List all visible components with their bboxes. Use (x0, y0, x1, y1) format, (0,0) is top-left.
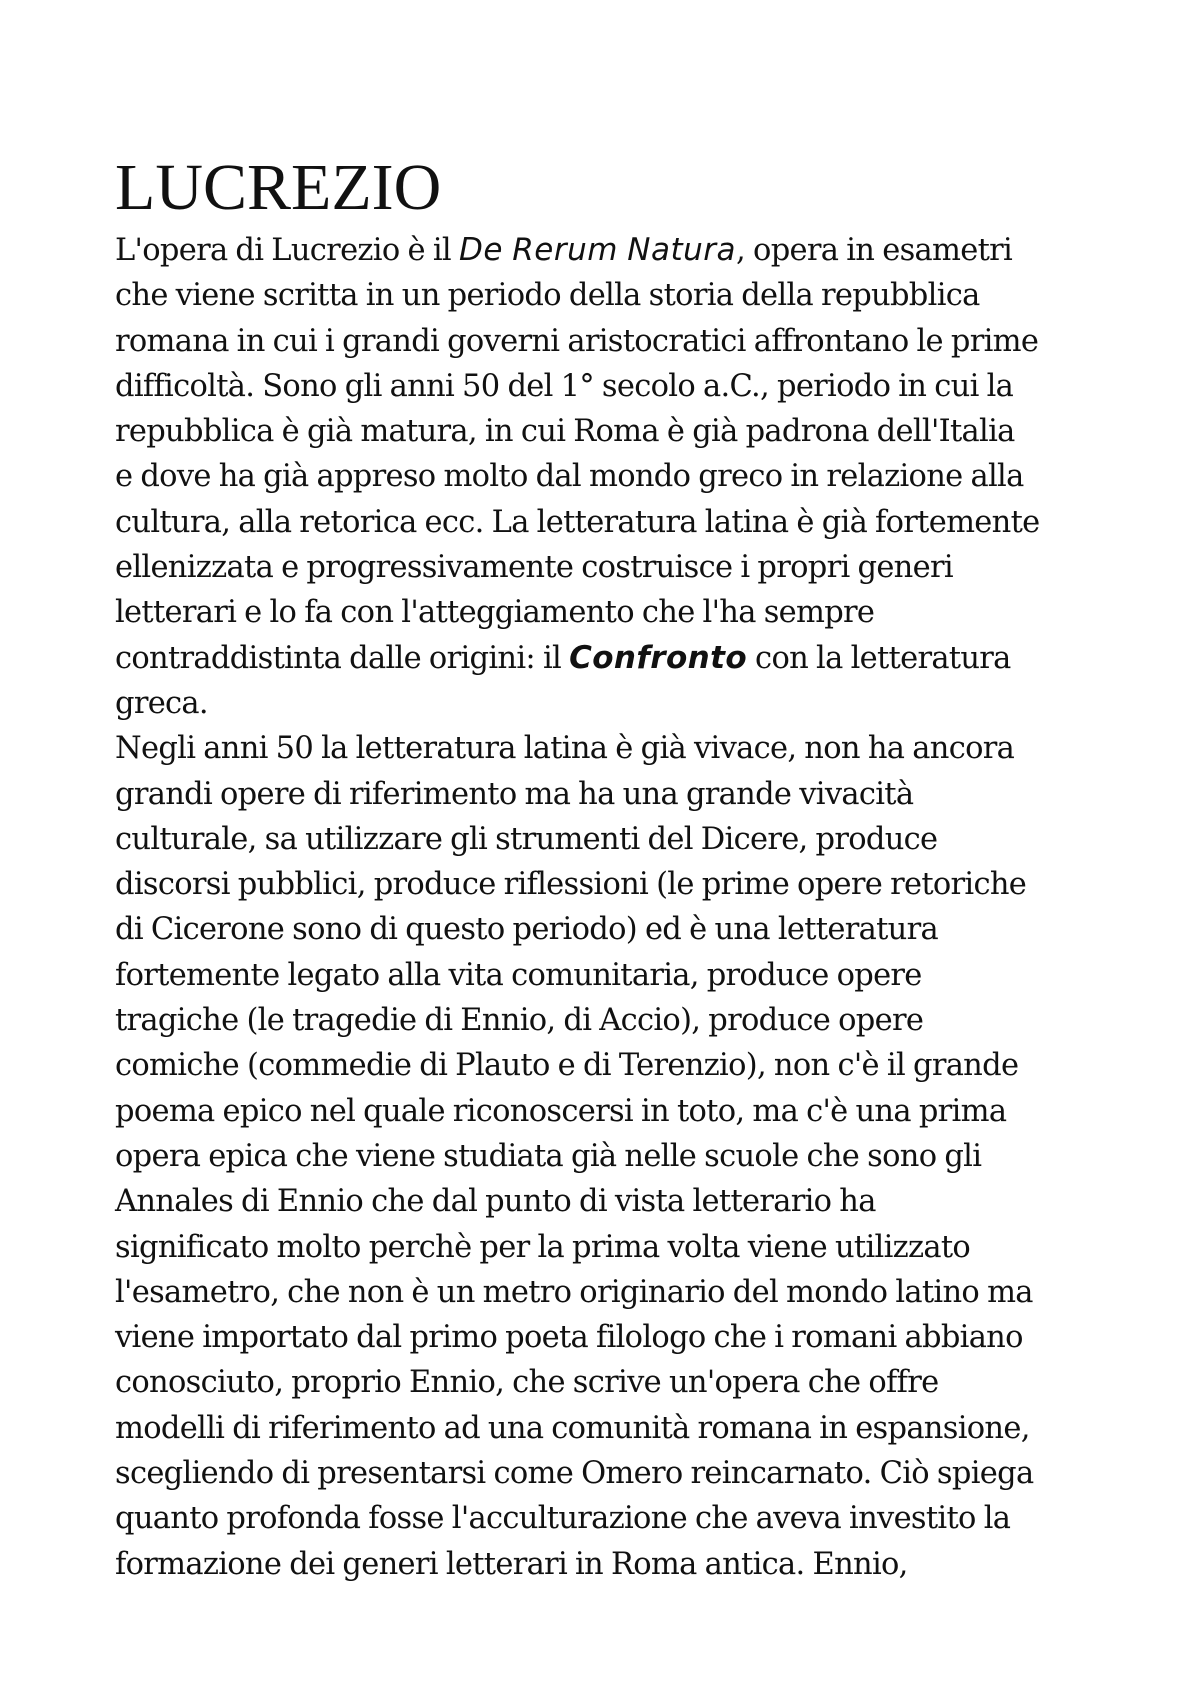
text-line (115, 364, 1115, 409)
text-line (115, 228, 1115, 273)
text-line (115, 907, 1115, 952)
emphasized-term: Confronto (569, 639, 748, 676)
text-run: significato molto perchè per la prima volta viene utilizzato (115, 1229, 971, 1265)
text-line (115, 500, 1115, 545)
text-run: modelli di riferimento ad una comunità romana in espansione, (115, 1410, 1030, 1446)
text-run: fortemente legato alla vita comunitaria, produce opere (115, 957, 922, 993)
text-run: cultura, alla retorica ecc. La letteratura latina è già fortemente (115, 504, 1040, 540)
text-run: greca. (115, 685, 208, 721)
text-run: comiche (commedie di Plauto e di Terenzio), non c'è il grande (115, 1048, 1019, 1084)
text-line (115, 1270, 1115, 1315)
text-line (115, 1406, 1115, 1451)
text-run: culturale, sa utilizzare gli strumenti del Dicere, produce (115, 821, 938, 857)
work-title-italic: De Rerum Natura (458, 232, 737, 268)
text-line (115, 1225, 1115, 1270)
text-run: di Cicerone sono di questo periodo) ed è una letteratura (115, 912, 938, 948)
text-run: grandi opere di riferimento ma ha una grande vivacità (115, 776, 914, 812)
text-line (115, 1179, 1115, 1224)
text-run: L'opera di Lucrezio è il (115, 233, 459, 268)
text-line (115, 1089, 1115, 1134)
text-run: letterari e lo fa con l'atteggiamento che l'ha sempre (115, 595, 875, 631)
text-run: viene importato dal primo poeta filologo che i romani abbiano (115, 1320, 1023, 1356)
text-run: formazione dei generi letterari in Roma antica. Ennio, (115, 1546, 908, 1582)
text-run: poema epico nel quale riconoscersi in toto, ma c'è una prima (115, 1093, 1007, 1129)
text-run: tragiche (le tragedie di Ennio, di Accio), produce opere (115, 1003, 924, 1039)
text-run: difficoltà. Sono gli anni 50 del 1° secolo a.C., periodo in cui la (115, 368, 1014, 404)
text-line (115, 1451, 1115, 1496)
text-line (115, 636, 1115, 681)
text-run: quanto profonda fosse l'acculturazione che aveva investito la (115, 1501, 1011, 1537)
text-run: conosciuto, proprio Ennio, che scrive un'opera che offre (115, 1365, 939, 1401)
text-line (115, 273, 1115, 318)
text-line (115, 998, 1115, 1043)
text-line (115, 1043, 1115, 1088)
document-title: LUCREZIO (115, 151, 442, 224)
text-run: , opera in esametri (736, 233, 1013, 268)
text-line (115, 1360, 1115, 1405)
text-run: ellenizzata e progressivamente costruisce i propri generi (115, 550, 953, 586)
text-run: che viene scritta in un periodo della storia della repubblica (115, 278, 980, 314)
text-line (115, 817, 1115, 862)
text-line (115, 1496, 1115, 1541)
text-run: discorsi pubblici, produce riflessioni (le prime opere retoriche (115, 867, 1027, 903)
text-line (115, 454, 1115, 499)
text-line (115, 1315, 1115, 1360)
text-run: romana in cui i grandi governi aristocratici affrontano le prime (115, 323, 1039, 359)
text-line (115, 1542, 1115, 1587)
text-line (115, 772, 1115, 817)
document-body (115, 228, 1115, 1587)
text-run: con la letteratura (747, 640, 1011, 676)
text-run: Negli anni 50 la letteratura latina è già vivace, non ha ancora (115, 731, 1015, 767)
text-run: e dove ha già appreso molto dal mondo greco in relazione alla (115, 459, 1024, 495)
text-run: contraddistinta dalle origini: il (115, 640, 570, 676)
text-run: opera epica che viene studiata già nelle scuole che sono gli (115, 1138, 982, 1174)
text-line (115, 1134, 1115, 1179)
text-line (115, 953, 1115, 998)
text-line (115, 319, 1115, 364)
text-run: Annales di Ennio che dal punto di vista letterario ha (115, 1184, 876, 1220)
text-line (115, 862, 1115, 907)
text-line (115, 545, 1115, 590)
text-run: scegliendo di presentarsi come Omero reincarnato. Ciò spiega (115, 1456, 1034, 1492)
text-run: repubblica è già matura, in cui Roma è già padrona dell'Italia (115, 414, 1015, 450)
text-run: l'esametro, che non è un metro originario del mondo latino ma (115, 1274, 1033, 1310)
text-line (115, 681, 1115, 726)
text-line (115, 409, 1115, 454)
text-line (115, 590, 1115, 635)
text-line (115, 726, 1115, 771)
